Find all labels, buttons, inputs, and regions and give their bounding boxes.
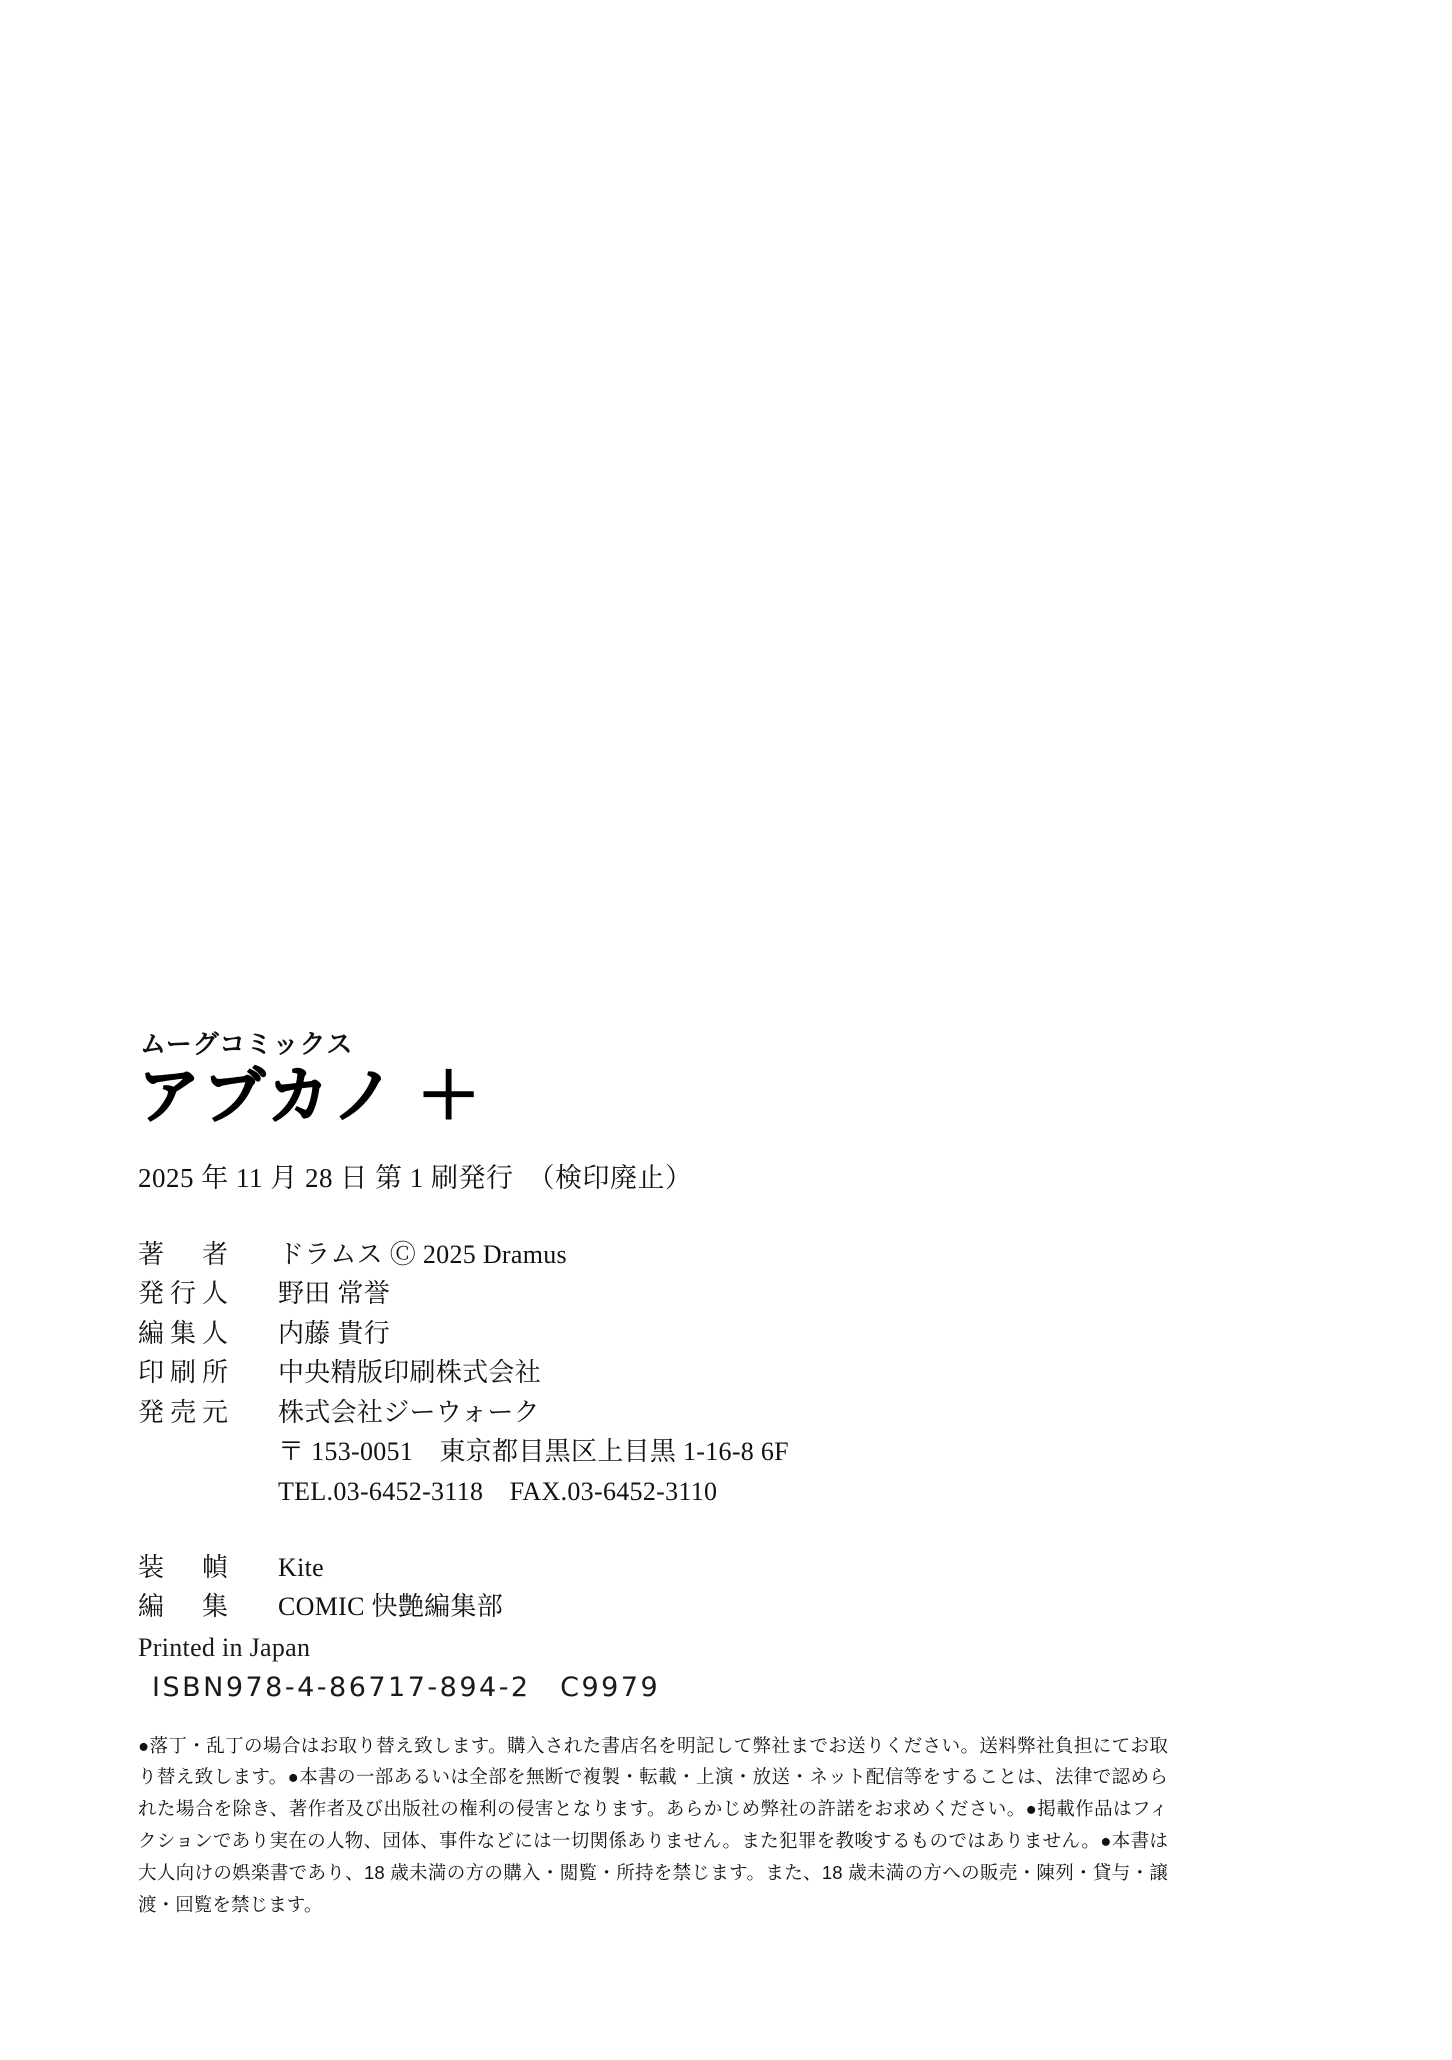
- credits-list: [138, 1235, 1318, 1512]
- credit-label: 著 者: [138, 1239, 235, 1269]
- credit-label: 印刷所: [138, 1358, 235, 1388]
- credit-label: 発行人: [138, 1279, 235, 1309]
- credit-row: [138, 1393, 1318, 1433]
- publication-date: 2025 年 11 月 28 日 第 1 刷発行 （検印廃止）: [138, 1162, 693, 1193]
- credit-row: [138, 1353, 1318, 1393]
- credit-value: ドラムス Ⓒ 2025 Dramus: [278, 1239, 567, 1269]
- credit-label: 装 幀: [138, 1552, 235, 1582]
- isbn-code: ISBN978-4-86717-894-2 C9979: [152, 1671, 661, 1703]
- credit-label: 発売元: [138, 1397, 235, 1427]
- credit-row: [138, 1548, 1318, 1588]
- credit-value: 内藤 貴行: [278, 1318, 391, 1348]
- publisher-address: 〒 153-0051 東京都目黒区上目黒 1-16-8 6F: [278, 1437, 789, 1467]
- printed-in-japan: Printed in Japan: [138, 1632, 311, 1662]
- credit-row: [138, 1314, 1318, 1354]
- credit-row: [138, 1235, 1318, 1275]
- page-title: アブカノ ＋: [138, 1061, 483, 1131]
- credit-value: Kite: [278, 1552, 324, 1582]
- credit-value: COMIC 快艶編集部: [278, 1592, 504, 1622]
- credit-value: 株式会社ジーウォーク: [278, 1397, 540, 1427]
- series-label: ムーグコミックス: [140, 1029, 354, 1059]
- publisher-contact: TEL.03-6452-3118 FAX.03-6452-3110: [278, 1476, 718, 1506]
- credit-label: 編 集: [138, 1592, 235, 1622]
- credit-row: [138, 1274, 1318, 1314]
- credits-list-secondary: [138, 1548, 1318, 1627]
- colophon-block: [138, 1030, 1318, 1920]
- legal-notice: ●落丁・乱丁の場合はお取り替え致します。購入された書店名を明記して弊社までお送りください。送料弊社負担にてお取り替え致します。●本書の一部あるいは全部を無断で複製・転載・上演・放送・ネット配信等をすることは、法律で認められた場合を除き、著作者及び出版社の権利の侵害となります。あらかじめ弊社の許諾をお求めください。●掲載作品はフィクションであり実在の人物、団体、事件などには一切関係ありません。また犯罪を教唆するものではありません。●本書は大人向けの娯楽書であり、18 歳未満の方の購入・閲覧・所持を禁じます。また、18 歳未満の方への販売・陳列・貸与・譲渡・回覧を禁じます。: [138, 1734, 1168, 1915]
- credit-value: 中央精版印刷株式会社: [278, 1358, 542, 1388]
- credit-value: 野田 常誉: [278, 1279, 391, 1309]
- credit-label: 編集人: [138, 1318, 235, 1348]
- credit-row: [138, 1587, 1318, 1627]
